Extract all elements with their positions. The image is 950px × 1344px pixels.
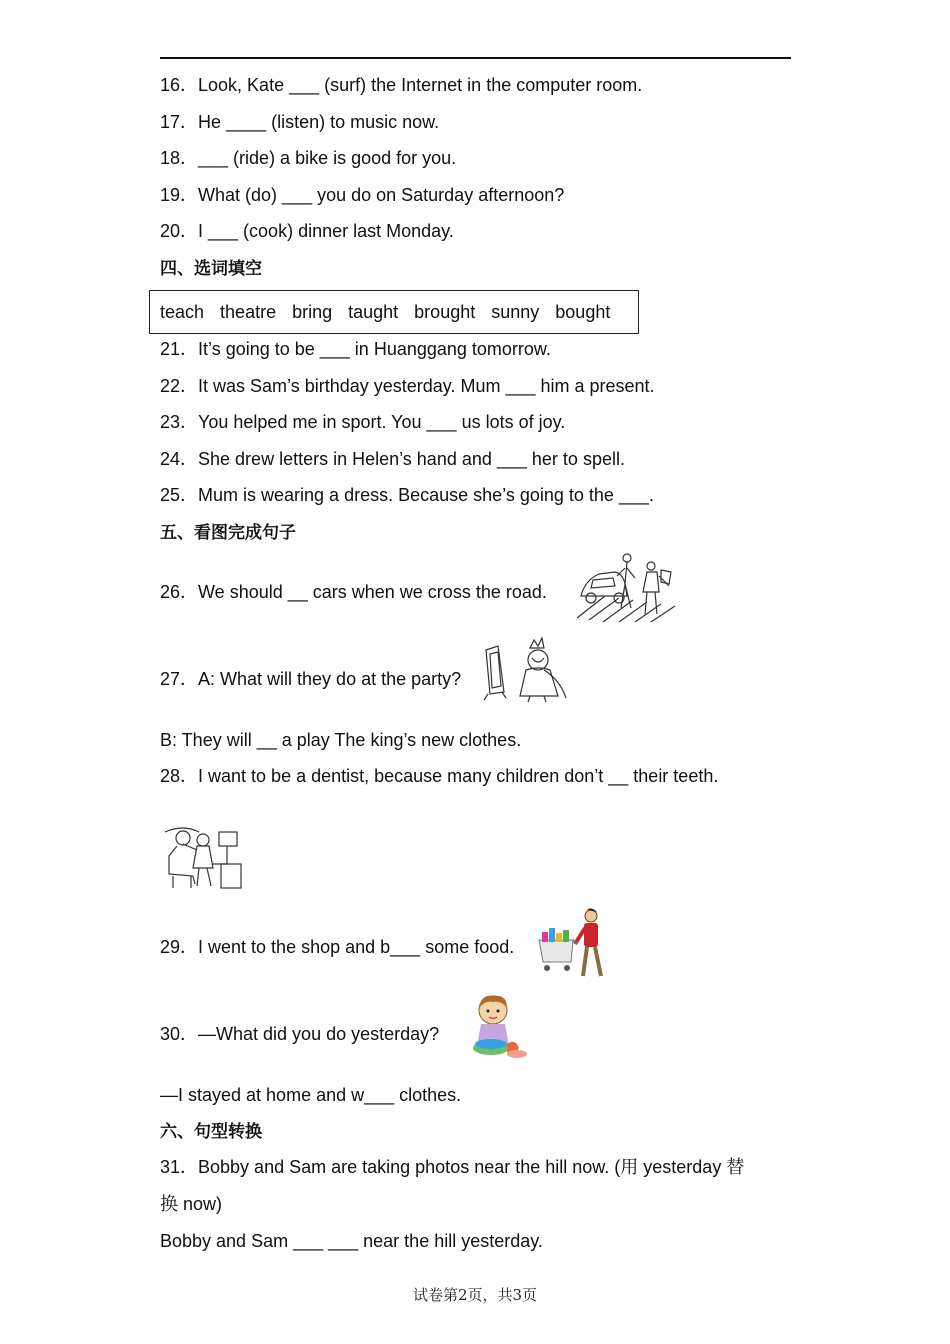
question-27-answer-line: B: They will __ a play The king’s new clothes. (160, 730, 522, 750)
crosswalk-illustration-icon (575, 552, 681, 624)
shopping-cart-illustration-icon (537, 906, 609, 980)
question-30-answer-line: —I stayed at home and w___ clothes. (160, 1085, 462, 1105)
girl-washing-clothes-illustration-icon (461, 992, 531, 1062)
section-4-heading: 四、选词填空 (160, 259, 262, 279)
question-27: 27．A: What will they do at the party? (160, 669, 462, 689)
question-25: 25．Mum is wearing a dress. Because she’s going to the ___. (160, 485, 654, 505)
question-17: 17．He ____ (listen) to music now. (160, 112, 440, 132)
dentist-illustration-icon (163, 824, 243, 894)
word-bank-item: sunny (491, 301, 540, 322)
question-19: 19．What (do) ___ you do on Saturday afternoon? (160, 185, 565, 205)
word-bank-item: bring (292, 301, 333, 322)
question-16: 16．Look, Kate ___ (surf) the Internet in the computer room. (160, 75, 643, 95)
question-29: 29．I went to the shop and b___ some food. (160, 937, 515, 957)
top-rule (160, 57, 791, 59)
question-28: 28．I want to be a dentist, because many children don’t __ their teeth. (160, 766, 719, 786)
word-bank-item: brought (414, 301, 476, 322)
word-bank-item: bought (555, 301, 611, 322)
word-bank-item: taught (348, 301, 399, 322)
question-21: 21．It’s going to be ___ in Huanggang tomorrow. (160, 339, 551, 359)
question-31: 31．Bobby and Sam are taking photos near the hill now. (用 yesterday 替 (160, 1157, 745, 1177)
question-26: 26．We should __ cars when we cross the road. (160, 582, 547, 602)
question-20: 20．I ___ (cook) dinner last Monday. (160, 221, 454, 241)
question-24: 24．She drew letters in Helen’s hand and ___ her to spell. (160, 449, 625, 469)
word-bank-item: theatre (220, 301, 277, 322)
word-bank-item: teach (160, 301, 205, 322)
question-31-answer-line: Bobby and Sam ___ ___ near the hill yesterday. (160, 1231, 543, 1251)
question-23: 23．You helped me in sport. You ___ us lots of joy. (160, 412, 566, 432)
question-22: 22．It was Sam’s birthday yesterday. Mum ___ him a present. (160, 376, 655, 396)
section-5-heading: 五、看图完成句子 (160, 523, 296, 543)
section-6-heading: 六、句型转换 (160, 1122, 262, 1142)
question-30: 30．—What did you do yesterday? (160, 1024, 440, 1044)
word-bank (149, 290, 639, 334)
question-31-continued: 换 now) (160, 1194, 223, 1214)
page-footer: 试卷第2页，共3页 (412, 1286, 538, 1304)
question-18: 18．___ (ride) a bike is good for you. (160, 148, 457, 168)
party-play-illustration-icon (482, 636, 568, 702)
